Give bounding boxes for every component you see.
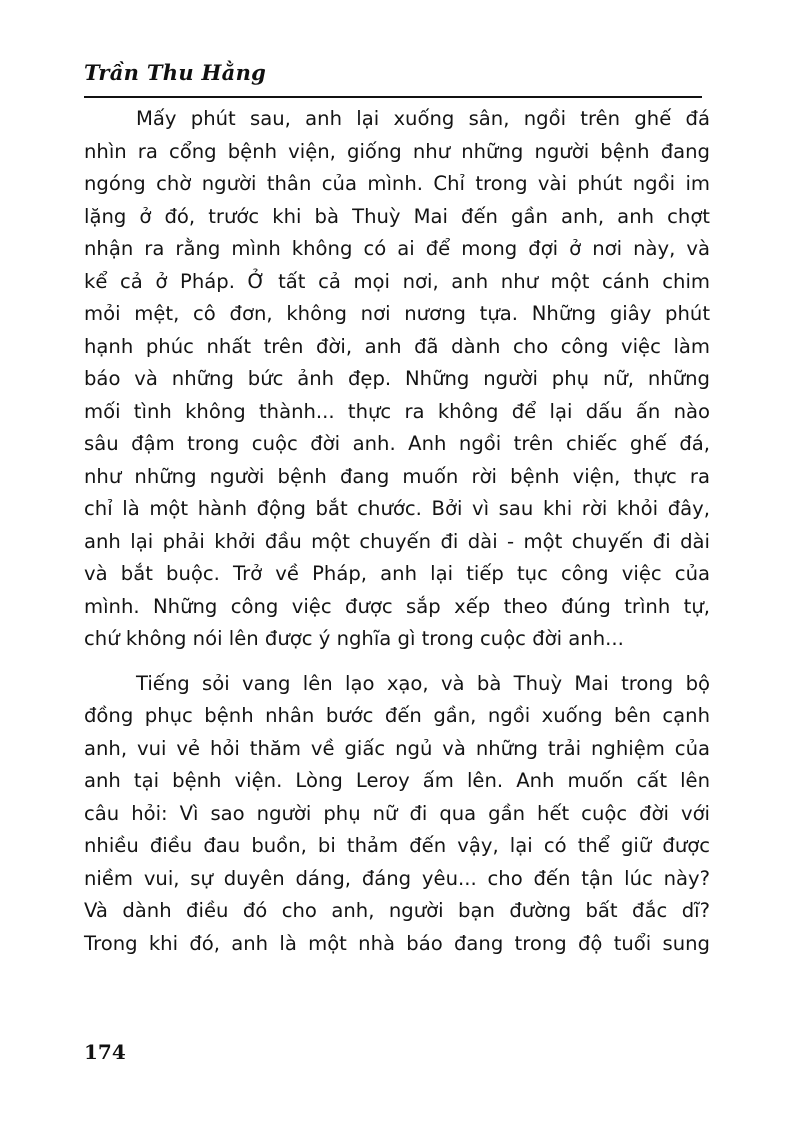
text-line: nhận ra rằng mình không có ai để mong đợi ở nơi này, và [84, 237, 710, 260]
text-line: báo và những bức ảnh đẹp. Những người phụ nữ, những [84, 367, 710, 390]
text-line: ngóng chờ người thân của mình. Chỉ trong vài phút ngồi im [84, 172, 710, 195]
text-line: chỉ là một hành động bắt chước. Bởi vì sau khi rời khỏi đây, [84, 497, 710, 520]
text-line: nhiều điều đau buồn, bi thảm đến vậy, lại có thể giữ được [84, 834, 710, 857]
text-line: anh, vui vẻ hỏi thăm về giấc ngủ và những trải nghiệm của [84, 736, 710, 760]
text-line: như những người bệnh đang muốn rời bệnh viện, thực ra [84, 464, 710, 488]
text-line: Trong khi đó, anh là một nhà báo đang trong độ tuổi sung [84, 931, 710, 955]
text-line: câu hỏi: Vì sao người phụ nữ đi qua gần hết cuộc đời với [84, 801, 710, 825]
running-header [84, 58, 702, 98]
text-line: niềm vui, sự duyên dáng, đáng yêu... cho đến tận lúc này? [84, 866, 710, 890]
paragraph-gap [84, 656, 710, 668]
text-line: mối tình không thành... thực ra không để lại dấu ấn nào [84, 399, 710, 423]
text-line: lặng ở đó, trước khi bà Thuỳ Mai đến gần anh, anh chợt [84, 204, 710, 228]
text-line: kể cả ở Pháp. Ở tất cả mọi nơi, anh như một cánh chim [84, 269, 710, 293]
page-number: 174 [84, 1040, 126, 1064]
paragraph-1 [84, 103, 710, 656]
text-line: mình. Những công việc được sắp xếp theo đúng trình tự, [84, 594, 710, 618]
text-line: hạnh phúc nhất trên đời, anh đã dành cho công việc làm [84, 334, 710, 358]
text-line: Tiếng sỏi vang lên lạo xạo, và bà Thuỳ Mai trong bộ [136, 671, 710, 695]
text-line: Và dành điều đó cho anh, người bạn đường bất đắc dĩ? [84, 899, 710, 922]
text-line: anh tại bệnh viện. Lòng Leroy ấm lên. Anh muốn cất lên [84, 769, 710, 792]
text-line: đồng phục bệnh nhân bước đến gần, ngồi xuống bên cạnh [84, 704, 710, 727]
text-line: Mấy phút sau, anh lại xuống sân, ngồi trên ghế đá [136, 107, 710, 130]
paragraph-2 [84, 668, 710, 961]
text-line: chứ không nói lên được ý nghĩa gì trong cuộc đời anh... [84, 627, 624, 650]
header-author: Trần Thu Hằng [84, 60, 267, 85]
body-text [84, 103, 710, 960]
text-line: sâu đậm trong cuộc đời anh. Anh ngồi trên chiếc ghế đá, [84, 432, 710, 455]
text-line: nhìn ra cổng bệnh viện, giống như những người bệnh đang [84, 139, 710, 163]
text-line: anh lại phải khởi đầu một chuyến đi dài - một chuyến đi dài [84, 529, 710, 553]
text-line: và bắt buộc. Trở về Pháp, anh lại tiếp tục công việc của [84, 562, 710, 585]
text-line: mỏi mệt, cô đơn, không nơi nương tựa. Những giây phút [84, 302, 710, 325]
